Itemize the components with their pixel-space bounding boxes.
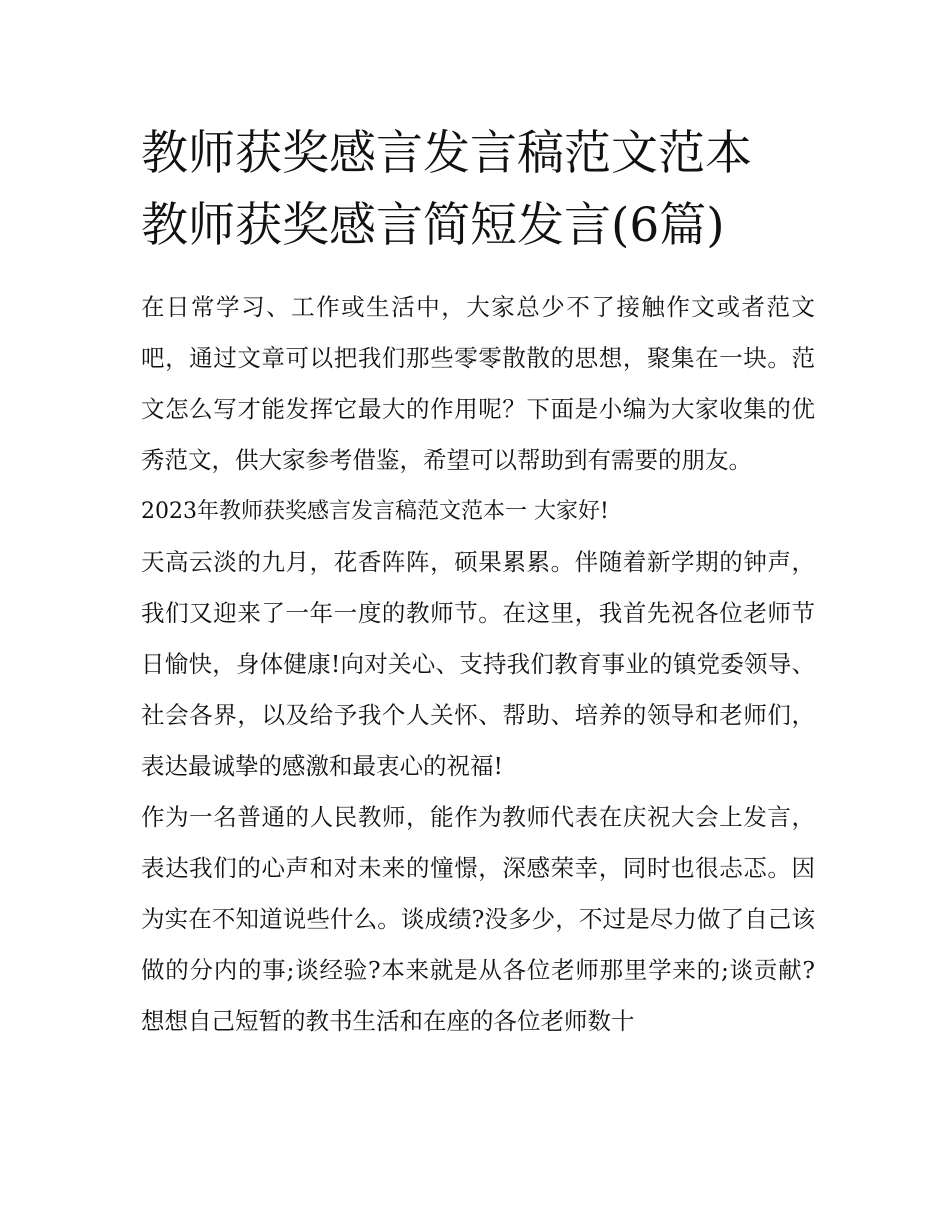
document-body [141,282,815,1047]
body-paragraph-2: 作为一名普通的人民教师，能作为教师代表在庆祝大会上发言，表达我们的心声和对未来的憧憬，深感荣幸，同时也很忐忑。因为实在不知道说些什么。谈成绩?没多少，不过是尽力做了自己该做的分内的事;谈经验?本来就是从各位老师那里学来的;谈贡献?想想自己短暂的教书生活和在座的各位老师数十 [141,803,815,1035]
body-paragraph-1: 天高云淡的九月，花香阵阵，硕果累累。伴随着新学期的钟声，我们又迎来了一年一度的教师节。在这里，我首先祝各位老师节日愉快，身体健康!向对关心、支持我们教育事业的镇党委领导、社会各界，以及给予我个人关怀、帮助、培养的领导和老师们，表达最诚挚的感激和最衷心的祝福! [141,548,815,780]
intro-paragraph: 在日常学习、工作或生活中，大家总少不了接触作文或者范文吧，通过文章可以把我们那些零零散散的思想，聚集在一块。范文怎么写才能发挥它最大的作用呢？下面是小编为大家收集的优秀范文，供大家参考借鉴，希望可以帮助到有需要的朋友。 [141,293,815,474]
title-line-2: 教师获奖感言简短发言(6篇) [141,198,725,253]
title-line-1: 教师获奖感言发言稿范文范本 [141,126,752,181]
document-title [141,118,815,262]
section-heading: 2023年教师获奖感言发言稿范文范本一 大家好! [141,499,609,524]
document-content [141,118,815,1047]
